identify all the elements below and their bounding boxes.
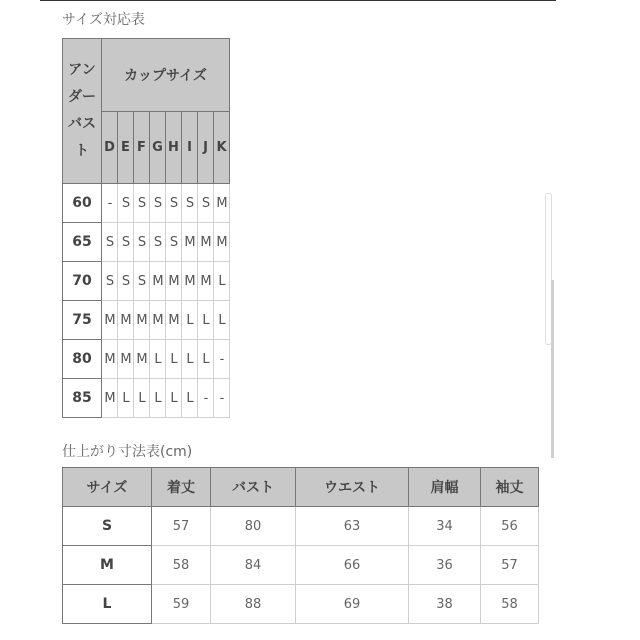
size-cell: L <box>166 379 182 418</box>
size-cell: L <box>198 301 214 340</box>
garment-size-label: S <box>63 507 152 546</box>
size-row <box>63 379 230 418</box>
finish-row <box>63 585 539 624</box>
dimension-cell: 57 <box>152 507 211 546</box>
size-cell: S <box>102 262 118 301</box>
size-cell: M <box>182 223 198 262</box>
size-cell: S <box>150 184 166 223</box>
finish-header-cell: バスト <box>211 468 296 507</box>
cup-letter-e: E <box>118 112 134 184</box>
cup-letter-k: K <box>214 112 230 184</box>
dimension-cell: 36 <box>409 546 481 585</box>
size-row <box>63 184 230 223</box>
cup-letter-i: I <box>182 112 198 184</box>
size-cell: L <box>182 301 198 340</box>
size-cell: M <box>134 340 150 379</box>
finish-header-cell: 袖丈 <box>481 468 539 507</box>
under-bust-value: 85 <box>63 379 102 418</box>
size-cell: M <box>102 340 118 379</box>
dimension-cell: 88 <box>211 585 296 624</box>
size-cell: L <box>182 379 198 418</box>
size-cell: - <box>198 379 214 418</box>
cup-letter-g: G <box>150 112 166 184</box>
under-bust-value: 65 <box>63 223 102 262</box>
size-cell: L <box>182 340 198 379</box>
dimension-cell: 58 <box>481 585 539 624</box>
dimension-cell: 59 <box>152 585 211 624</box>
size-cell: L <box>214 262 230 301</box>
size-cell: M <box>134 301 150 340</box>
size-cell: S <box>166 184 182 223</box>
size-cell: M <box>118 340 134 379</box>
under-bust-value: 70 <box>63 262 102 301</box>
cup-letter-d: D <box>102 112 118 184</box>
size-cell: S <box>150 223 166 262</box>
size-cell: S <box>134 223 150 262</box>
cup-letter-f: F <box>134 112 150 184</box>
dimension-cell: 69 <box>296 585 409 624</box>
size-cell: S <box>118 223 134 262</box>
size-cell: M <box>214 184 230 223</box>
size-cell: M <box>150 301 166 340</box>
size-cell: S <box>198 184 214 223</box>
under-bust-value: 75 <box>63 301 102 340</box>
size-cell: S <box>182 184 198 223</box>
size-cell: S <box>166 223 182 262</box>
finish-header-cell: サイズ <box>63 468 152 507</box>
garment-size-label: L <box>63 585 152 624</box>
size-cell: M <box>102 379 118 418</box>
size-row <box>63 262 230 301</box>
size-row <box>63 340 230 379</box>
cup-letter-h: H <box>166 112 182 184</box>
under-bust-header: アン ダー バス ト <box>63 39 102 184</box>
dimension-cell: 66 <box>296 546 409 585</box>
garment-size-label: M <box>63 546 152 585</box>
size-cell: M <box>182 262 198 301</box>
finish-header-cell: ウエスト <box>296 468 409 507</box>
size-cell: L <box>134 379 150 418</box>
dimension-cell: 57 <box>481 546 539 585</box>
size-cell: M <box>118 301 134 340</box>
size-cell: S <box>134 262 150 301</box>
finish-header-cell: 着丈 <box>152 468 211 507</box>
size-table-title: サイズ対応表 <box>62 12 145 28</box>
finished-dimensions-table <box>62 467 539 624</box>
size-row <box>63 301 230 340</box>
under-bust-value: 60 <box>63 184 102 223</box>
under-bust-value: 80 <box>63 340 102 379</box>
size-cell: - <box>214 379 230 418</box>
scrollbar-thumb[interactable] <box>551 280 554 458</box>
finish-row <box>63 507 539 546</box>
size-cell: - <box>214 340 230 379</box>
size-cell: S <box>118 262 134 301</box>
size-cell: L <box>118 379 134 418</box>
size-cell: M <box>214 223 230 262</box>
size-cell: S <box>102 223 118 262</box>
size-cell: M <box>166 262 182 301</box>
size-cell: L <box>150 340 166 379</box>
dimension-cell: 58 <box>152 546 211 585</box>
finish-table-title: 仕上がり寸法表(cm) <box>62 444 193 460</box>
top-divider <box>40 0 556 1</box>
finish-header-row <box>63 468 539 507</box>
size-cell: L <box>150 379 166 418</box>
size-cell: M <box>166 301 182 340</box>
dimension-cell: 80 <box>211 507 296 546</box>
finish-row <box>63 546 539 585</box>
dimension-cell: 84 <box>211 546 296 585</box>
size-cell: M <box>102 301 118 340</box>
size-cell: L <box>214 301 230 340</box>
dimension-cell: 34 <box>409 507 481 546</box>
dimension-cell: 38 <box>409 585 481 624</box>
size-cell: L <box>166 340 182 379</box>
cup-letter-j: J <box>198 112 214 184</box>
size-cell: L <box>198 340 214 379</box>
size-cell: - <box>102 184 118 223</box>
size-correspondence-table <box>62 38 230 418</box>
size-cell: M <box>198 223 214 262</box>
size-cell: S <box>118 184 134 223</box>
size-cell: S <box>134 184 150 223</box>
dimension-cell: 56 <box>481 507 539 546</box>
finish-header-cell: 肩幅 <box>409 468 481 507</box>
size-cell: M <box>198 262 214 301</box>
size-row <box>63 223 230 262</box>
dimension-cell: 63 <box>296 507 409 546</box>
cup-size-header: カップサイズ <box>102 39 230 112</box>
size-cell: M <box>150 262 166 301</box>
